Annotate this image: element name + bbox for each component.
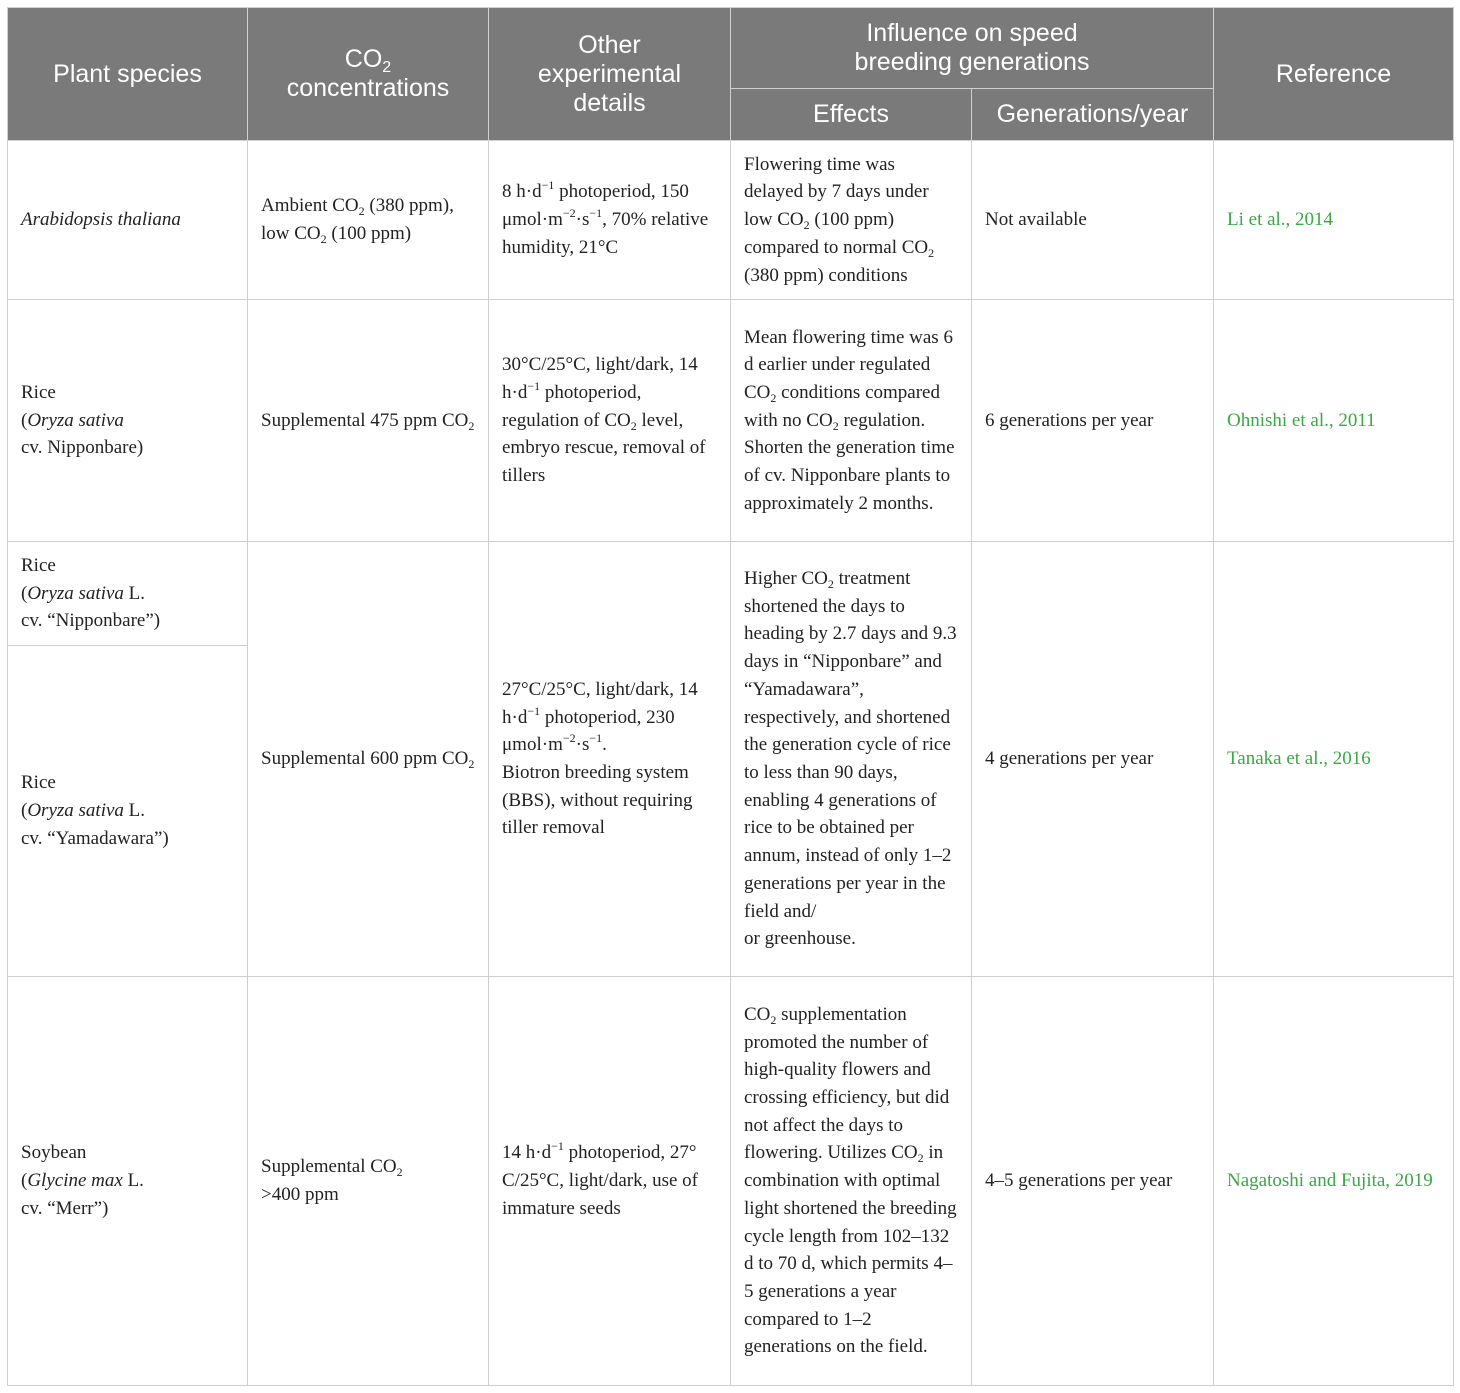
generations-cell: 4–5 generations per year [972, 977, 1214, 1386]
co2-speed-breeding-table [7, 7, 1454, 1386]
reference-link[interactable]: Nagatoshi and Fujita, 2019 [1214, 977, 1454, 1386]
species-cell: Rice (Oryza sativa cv. Nipponbare) [8, 300, 248, 542]
effects-cell: Flowering time was delayed by 7 days under low $CO_2$ (100 ppm) compared to normal $CO_2$ (380 ppm) conditions [731, 141, 972, 300]
details-cell: 14 $h\cdot d^{-1}$ photoperiod, 27° C/25°C, light/dark, use of immature seeds [489, 977, 731, 1386]
header-reference: Reference [1214, 8, 1454, 141]
reference-link[interactable]: Ohnishi et al., 2011 [1214, 300, 1454, 542]
species-cell: Rice (Oryza sativa L. cv. “Nipponbare”) [8, 542, 248, 646]
co2-cell: Supplemental $CO_2$ >400 ppm [248, 977, 489, 1386]
details-cell: 8 $h\cdot d^{-1}$ photoperiod, 150 $\mu mol\cdot m^{-2}\cdot s^{-1}$, 70% relative humidity, 21°C [489, 141, 731, 300]
details-cell: 27°C/25°C, light/dark, 14 $h\cdot d^{-1}$ photoperiod, 230 $\mu mol\cdot m^{-2}\cdot s^{-1}$. Biotron breeding system (BBS), without requiring tiller removal [489, 542, 731, 977]
header-co2-concentrations: $CO_2$ concentrations [248, 8, 489, 141]
co2-cell: Ambient $CO_2$ (380 ppm), low $CO_2$ (100 ppm) [248, 141, 489, 300]
generations-cell: Not available [972, 141, 1214, 300]
effects-cell: $CO_2$ supplementation promoted the number of high-quality flowers and crossing efficiency, but did not affect the days to flowering. Utilizes $CO_2$ in combination with optimal light shortened the breeding cycle length from 102–132 d to 70 d, which permits 4–5 generations a year compared to 1–2 generations on the field. [731, 977, 972, 1386]
table-row [8, 141, 1454, 300]
effects-cell: Mean flowering time was 6 d earlier under regulated $CO_2$ conditions compared with no $CO_2$ regulation. Shorten the generation time of cv. Nipponbare plants to approximately 2 months. [731, 300, 972, 542]
species-cell: Arabidopsis thaliana [8, 141, 248, 300]
header-other-details: Other experimental details [489, 8, 731, 141]
reference-link[interactable]: Li et al., 2014 [1214, 141, 1454, 300]
table-row [8, 542, 1454, 646]
co2-cell: Supplemental 600 ppm $CO_2$ [248, 542, 489, 977]
reference-link[interactable]: Tanaka et al., 2016 [1214, 542, 1454, 977]
table-row [8, 300, 1454, 542]
header-influence: Influence on speed breeding generations [731, 8, 1214, 89]
effects-cell: Higher $CO_2$ treatment shortened the days to heading by 2.7 days and 9.3 days in “Nipponbare” and “Yamadawara”, respectively, and shortened the generation cycle of rice to less than 90 days, enabling 4 generations of rice to be obtained per annum, instead of only 1–2 generations per year in the field and/ or greenhouse. [731, 542, 972, 977]
generations-cell: 6 generations per year [972, 300, 1214, 542]
species-cell: Rice (Oryza sativa L. cv. “Yamadawara”) [8, 646, 248, 977]
generations-cell: 4 generations per year [972, 542, 1214, 977]
table-row [8, 977, 1454, 1386]
header-effects: Effects [731, 89, 972, 141]
header-generations-per-year: Generations/year [972, 89, 1214, 141]
header-plant-species: Plant species [8, 8, 248, 141]
details-cell: 30°C/25°C, light/dark, 14 $h\cdot d^{-1}$ photoperiod, regulation of $CO_2$ level, embryo rescue, removal of tillers [489, 300, 731, 542]
co2-cell: Supplemental 475 ppm $CO_2$ [248, 300, 489, 542]
species-cell: Soybean (Glycine max L. cv. “Merr”) [8, 977, 248, 1386]
